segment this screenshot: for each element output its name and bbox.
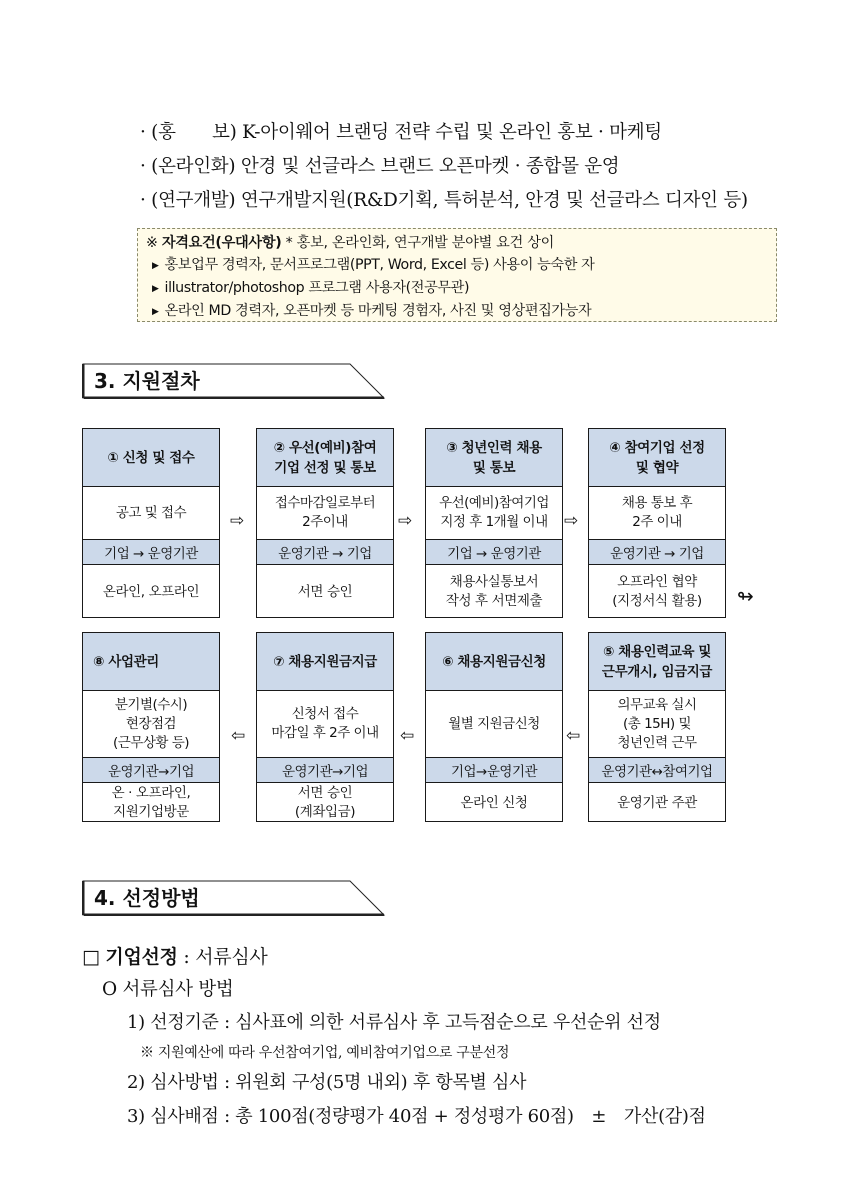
- qualification-item: ▶ 홍보업무 경력자, 문서프로그램(PPT, Word, Excel 등) 사용이 능숙한 자: [152, 257, 595, 273]
- step-role: 기업→운영기관: [426, 758, 562, 783]
- step-box-8: [82, 632, 220, 822]
- step-title: ⑥ 채용지원금신청: [426, 633, 562, 691]
- criteria-note: ※ 지원예산에 따라 우선참여기업, 예비참여기업으로 구분선정: [140, 1045, 510, 1061]
- step-role: 기업 → 운영기관: [426, 540, 562, 565]
- step-box-6: [425, 632, 563, 822]
- qualification-box: [137, 228, 777, 322]
- selection-sub: O 서류심사 방법: [102, 979, 234, 1000]
- step-box-1: [82, 428, 220, 618]
- triangle-bullet-icon: ▶: [152, 307, 159, 317]
- criteria-item: 1) 선정기준 : 심사표에 의한 서류심사 후 고득점순으로 우선순위 선정: [127, 1012, 661, 1033]
- step-desc: 채용 통보 후 2주 이내: [589, 487, 725, 540]
- qualification-header: [146, 232, 768, 254]
- qualification-note: * 홍보, 온라인화, 연구개발 분야별 요건 상이: [285, 235, 555, 251]
- arrow-left-icon: ⇦: [400, 726, 415, 746]
- triangle-bullet-icon: ▶: [152, 261, 159, 271]
- step-role: 운영기관 → 기업: [257, 540, 393, 565]
- criteria-item: 3) 심사배점 : 총 100점(정량평가 40점 + 정성평가 60점) ± 가산(감)점: [127, 1106, 706, 1127]
- step-title: ⑧ 사업관리: [83, 633, 219, 691]
- scope-list: [140, 116, 820, 218]
- step-title: ② 우선(예비)참여 기업 선정 및 통보: [257, 429, 393, 487]
- step-title: ③ 청년인력 채용 및 통보: [426, 429, 562, 487]
- step-role: 운영기관↔참여기업: [589, 758, 725, 783]
- step-method: 온라인 신청: [460, 794, 528, 811]
- step-title: ④ 참여기업 선정 및 협약: [589, 429, 725, 487]
- section-title-text: 4. 선정방법: [94, 886, 200, 910]
- checkbox-square-icon: □: [82, 946, 100, 968]
- step-desc: 공고 및 접수: [83, 487, 219, 540]
- arrow-right-icon: ⇨: [398, 511, 413, 531]
- qualification-item: ▶ 온라인 MD 경력자, 오픈마켓 등 마케팅 경험자, 사진 및 영상편집가능자: [152, 303, 592, 319]
- step-desc: 접수마감일로부터 2주이내: [257, 487, 393, 540]
- arrow-turn-icon: ↬: [737, 584, 754, 608]
- step-role: 운영기관→기업: [257, 758, 393, 783]
- step-method: 오프라인 협약 (지정서식 활용): [612, 574, 702, 609]
- step-role: 운영기관 → 기업: [589, 540, 725, 565]
- arrow-right-icon: ⇨: [230, 511, 245, 531]
- step-role: 기업 → 운영기관: [83, 540, 219, 565]
- step-role: 운영기관→기업: [83, 758, 219, 783]
- section-title-text: 3. 지원절차: [94, 369, 200, 393]
- step-method: 서면 승인: [297, 583, 353, 600]
- step-desc: 분기별(수시) 현장점검 (근무상황 등): [83, 691, 219, 758]
- circle-bullet-icon: O: [102, 979, 117, 1000]
- step-method: 온라인, 오프라인: [102, 583, 200, 600]
- arrow-right-icon: ⇨: [564, 511, 579, 531]
- arrow-left-icon: ⇦: [566, 726, 581, 746]
- step-method: 운영기관 주관: [617, 794, 697, 811]
- scope-item-online: · (온라인화) 안경 및 선글라스 브랜드 오픈마켓 · 종합몰 운영: [140, 156, 620, 177]
- scope-item-promotion: · (홍 보) K-아이웨어 브랜딩 전략 수립 및 온라인 홍보 · 마케팅: [140, 122, 662, 143]
- step-box-5: [588, 632, 726, 822]
- step-desc: 신청서 접수 마감일 후 2주 이내: [257, 691, 393, 758]
- step-method: 채용사실통보서 작성 후 서면제출: [445, 574, 543, 609]
- qualification-title: 자격요건(우대사항): [161, 235, 282, 251]
- arrow-left-icon: ⇦: [231, 726, 246, 746]
- criteria-item: 2) 심사방법 : 위원회 구성(5명 내외) 후 항목별 심사: [127, 1072, 527, 1093]
- step-title: ⑤ 채용인력교육 및 근무개시, 임금지급: [589, 633, 725, 691]
- qualification-item: ▶ illustrator/photoshop 프로그램 사용자(전공무관): [152, 280, 470, 296]
- step-desc: 월별 지원금신청: [426, 691, 562, 758]
- step-box-3: [425, 428, 563, 618]
- step-title: ① 신청 및 접수: [83, 429, 219, 487]
- step-box-4: [588, 428, 726, 618]
- note-mark: ※: [146, 235, 158, 251]
- triangle-bullet-icon: ▶: [152, 284, 159, 294]
- step-desc: 우선(예비)참여기업 지정 후 1개월 이내: [426, 487, 562, 540]
- step-title: ⑦ 채용지원금지급: [257, 633, 393, 691]
- step-method: 온 · 오프라인, 지원기업방문: [111, 785, 191, 820]
- step-method: 서면 승인 (계좌입금): [294, 785, 356, 820]
- selection-heading: □ 기업선정 : 서류심사: [82, 946, 268, 968]
- step-box-7: [256, 632, 394, 822]
- step-box-2: [256, 428, 394, 618]
- selection-method: [82, 940, 782, 1134]
- step-desc: 의무교육 실시 (총 15H) 및 청년인력 근무: [589, 691, 725, 758]
- scope-item-rnd: · (연구개발) 연구개발지원(R&D기획, 특허분석, 안경 및 선글라스 디자인 등): [140, 190, 748, 211]
